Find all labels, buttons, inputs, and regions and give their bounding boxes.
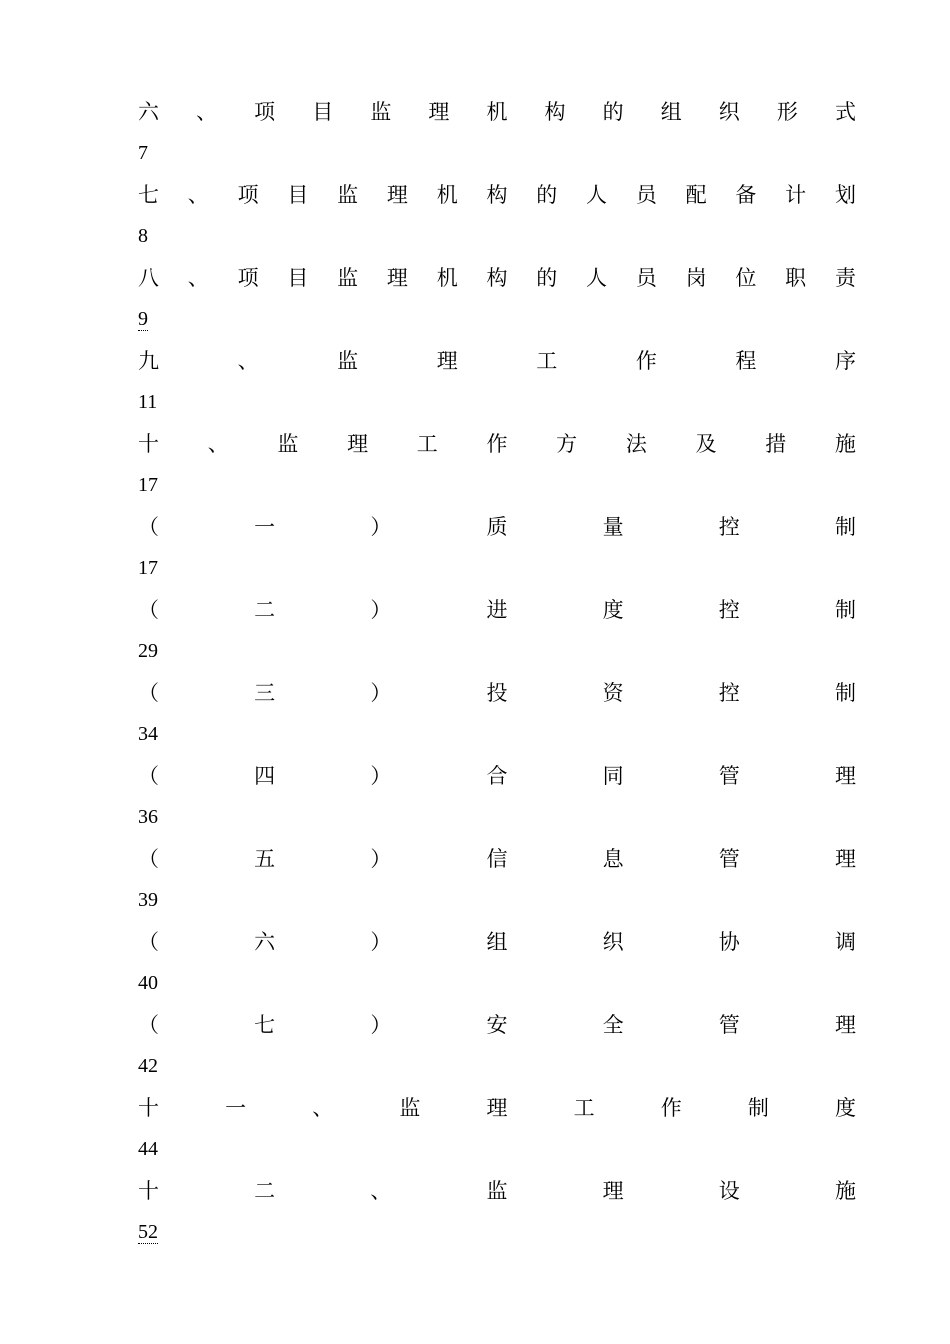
toc-title-char: 制 [747,1096,769,1120]
toc-title-char: 程 [735,349,757,373]
toc-title-char: 施 [834,432,856,456]
toc-page-number [138,1129,856,1170]
toc-page-number-text: 40 [138,972,158,994]
toc-entry-title [138,921,856,963]
toc-title-char: 工 [536,349,558,373]
toc-title-char: 十 [138,1179,159,1203]
toc-title-char: 、 [196,100,218,124]
table-of-contents [138,91,856,1253]
toc-title-char: 制 [834,515,856,539]
toc-title-char: 理 [834,1013,856,1037]
toc-title-char: 全 [602,1013,624,1037]
toc-entry-title [138,1087,856,1129]
toc-page-number [138,216,856,257]
toc-title-char: ） [370,930,392,954]
toc-title-char: 度 [835,1096,856,1120]
toc-title-char: 三 [254,681,276,705]
toc-title-char: 二 [254,1179,276,1203]
toc-page-number-text: 7 [138,142,148,164]
toc-title-char: 、 [187,266,209,290]
toc-entry-title [138,672,856,714]
toc-title-char: 岗 [685,266,707,290]
toc-title-char: 度 [602,598,624,622]
toc-title-char: 理 [436,349,458,373]
toc-title-char: （ [138,598,159,622]
toc-entry[interactable] [138,340,856,423]
toc-page-number [138,880,856,921]
toc-title-char: 机 [486,100,508,124]
toc-title-char: 十 [138,432,159,456]
toc-page-number-text: 34 [138,723,158,745]
toc-title-char: 五 [254,847,276,871]
toc-title-char: 备 [735,183,757,207]
toc-title-char: 构 [486,266,508,290]
toc-title-char: 、 [237,349,259,373]
toc-entry[interactable] [138,672,856,755]
toc-title-char: ） [370,598,392,622]
toc-entry[interactable] [138,921,856,1004]
toc-page-number-text[interactable]: 52 [138,1221,158,1243]
toc-title-char: 施 [834,1179,856,1203]
toc-title-char: 的 [536,183,558,207]
toc-entry[interactable] [138,838,856,921]
toc-title-char: （ [138,764,159,788]
toc-page-number-text: 29 [138,640,158,662]
toc-title-char: 四 [254,764,276,788]
toc-entry[interactable] [138,1087,856,1170]
toc-title-char: 目 [287,266,309,290]
toc-title-char: 织 [718,100,740,124]
toc-title-char: 、 [187,183,209,207]
toc-title-char: 理 [834,847,856,871]
toc-page-number [138,1212,856,1253]
toc-title-char: 制 [834,681,856,705]
toc-title-char: 监 [337,183,359,207]
toc-title-char: 工 [416,432,438,456]
toc-page-number-text: 17 [138,474,158,496]
toc-page-number-text[interactable]: 9 [138,308,148,330]
toc-title-char: 、 [312,1096,334,1120]
toc-title-char: 七 [254,1013,276,1037]
toc-title-char: 理 [486,1096,508,1120]
toc-title-char: 量 [602,515,624,539]
toc-title-char: （ [138,847,159,871]
toc-page-number [138,133,856,174]
toc-title-char: ） [370,515,392,539]
toc-title-char: 调 [834,930,856,954]
toc-entry-title [138,91,856,133]
toc-title-char: 序 [834,349,856,373]
toc-title-char: 形 [776,100,798,124]
toc-page-number-text: 17 [138,557,158,579]
toc-title-char: 九 [138,349,159,373]
toc-title-char: （ [138,515,159,539]
toc-title-char: ） [370,1013,392,1037]
toc-title-char: 设 [718,1179,740,1203]
toc-title-char: ） [370,764,392,788]
toc-title-char: 机 [436,183,458,207]
toc-title-char: 、 [207,432,229,456]
toc-title-char: 控 [718,681,740,705]
toc-title-char: 理 [428,100,450,124]
toc-title-char: 一 [254,515,276,539]
toc-title-char: 六 [138,100,159,124]
toc-title-char: 监 [337,266,359,290]
toc-entry[interactable] [138,174,856,257]
toc-title-char: 组 [486,930,508,954]
toc-page-number [138,714,856,755]
toc-entry-title [138,589,856,631]
toc-title-char: 管 [718,764,740,788]
toc-entry[interactable] [138,1170,856,1253]
toc-entry-title [138,257,856,299]
toc-title-char: 安 [486,1013,508,1037]
toc-title-char: 一 [225,1096,247,1120]
toc-entry-title [138,1170,856,1212]
toc-title-char: 合 [486,764,508,788]
toc-title-char: 十 [138,1096,159,1120]
toc-title-char: 六 [254,930,276,954]
toc-title-char: 制 [834,598,856,622]
toc-title-char: 监 [370,100,392,124]
toc-page-number [138,1046,856,1087]
toc-title-char: 控 [718,598,740,622]
toc-title-char: 机 [436,266,458,290]
toc-title-char: 理 [386,266,408,290]
toc-entry-title [138,340,856,382]
toc-page-number [138,465,856,506]
toc-title-char: （ [138,1013,159,1037]
toc-title-char: 理 [834,764,856,788]
toc-title-char: 监 [486,1179,508,1203]
toc-title-char: 的 [536,266,558,290]
toc-title-char: 目 [312,100,334,124]
toc-title-char: 投 [486,681,508,705]
toc-title-char: 项 [237,183,259,207]
toc-entry-title [138,423,856,465]
toc-title-char: 理 [602,1179,624,1203]
toc-title-char: 信 [486,847,508,871]
toc-title-char: 方 [556,432,578,456]
toc-title-char: 法 [625,432,647,456]
toc-title-char: 资 [602,681,624,705]
toc-title-char: 理 [347,432,369,456]
toc-title-char: 员 [635,266,657,290]
toc-entry-title [138,838,856,880]
toc-title-char: （ [138,681,159,705]
toc-title-char: （ [138,930,159,954]
toc-title-char: 息 [602,847,624,871]
toc-entry-title [138,755,856,797]
toc-entry[interactable] [138,1004,856,1087]
toc-title-char: 管 [718,1013,740,1037]
toc-title-char: 作 [660,1096,682,1120]
toc-entry-title [138,1004,856,1046]
toc-title-char: 项 [254,100,276,124]
toc-title-char: 及 [695,432,717,456]
toc-page-number-text: 42 [138,1055,158,1077]
toc-title-char: 目 [287,183,309,207]
toc-title-char: 责 [834,266,856,290]
toc-title-char: 组 [660,100,682,124]
toc-page-number [138,299,856,340]
toc-page-number-text: 36 [138,806,158,828]
toc-page-number-text: 39 [138,889,158,911]
toc-page-number [138,797,856,838]
toc-title-char: 员 [635,183,657,207]
toc-page-number [138,631,856,672]
toc-title-char: 监 [277,432,299,456]
toc-title-char: 人 [586,183,608,207]
toc-title-char: 配 [685,183,707,207]
toc-title-char: 同 [602,764,624,788]
toc-title-char: 作 [486,432,508,456]
toc-entry-title [138,506,856,548]
toc-title-char: 项 [237,266,259,290]
toc-title-char: 构 [486,183,508,207]
toc-entry[interactable] [138,423,856,506]
toc-title-char: 措 [765,432,787,456]
toc-title-char: 理 [386,183,408,207]
toc-title-char: 二 [254,598,276,622]
toc-title-char: 构 [544,100,566,124]
toc-title-char: 、 [370,1179,392,1203]
toc-title-char: 式 [834,100,856,124]
toc-page-number-text: 8 [138,225,148,247]
toc-entry[interactable] [138,589,856,672]
toc-title-char: 质 [486,515,508,539]
toc-title-char: 作 [635,349,657,373]
toc-title-char: 划 [834,183,856,207]
toc-title-char: 计 [785,183,807,207]
toc-title-char: ） [370,681,392,705]
toc-title-char: 人 [586,266,608,290]
toc-entry[interactable] [138,506,856,589]
toc-title-char: 八 [138,266,159,290]
toc-title-char: 控 [718,515,740,539]
toc-entry[interactable] [138,91,856,174]
toc-title-char: 管 [718,847,740,871]
toc-title-char: 监 [337,349,359,373]
toc-page-number-text: 44 [138,1138,158,1160]
toc-title-char: 进 [486,598,508,622]
toc-title-char: 监 [399,1096,421,1120]
toc-title-char: 织 [602,930,624,954]
toc-title-char: 位 [735,266,757,290]
toc-title-char: 的 [602,100,624,124]
toc-page-number [138,382,856,423]
toc-page-number [138,963,856,1004]
toc-title-char: ） [370,847,392,871]
toc-page-number-text: 11 [138,391,158,413]
toc-entry[interactable] [138,755,856,838]
toc-page-number [138,548,856,589]
toc-entry[interactable] [138,257,856,340]
toc-title-char: 七 [138,183,159,207]
toc-title-char: 职 [785,266,807,290]
toc-entry-title [138,174,856,216]
toc-title-char: 工 [573,1096,595,1120]
toc-title-char: 协 [718,930,740,954]
